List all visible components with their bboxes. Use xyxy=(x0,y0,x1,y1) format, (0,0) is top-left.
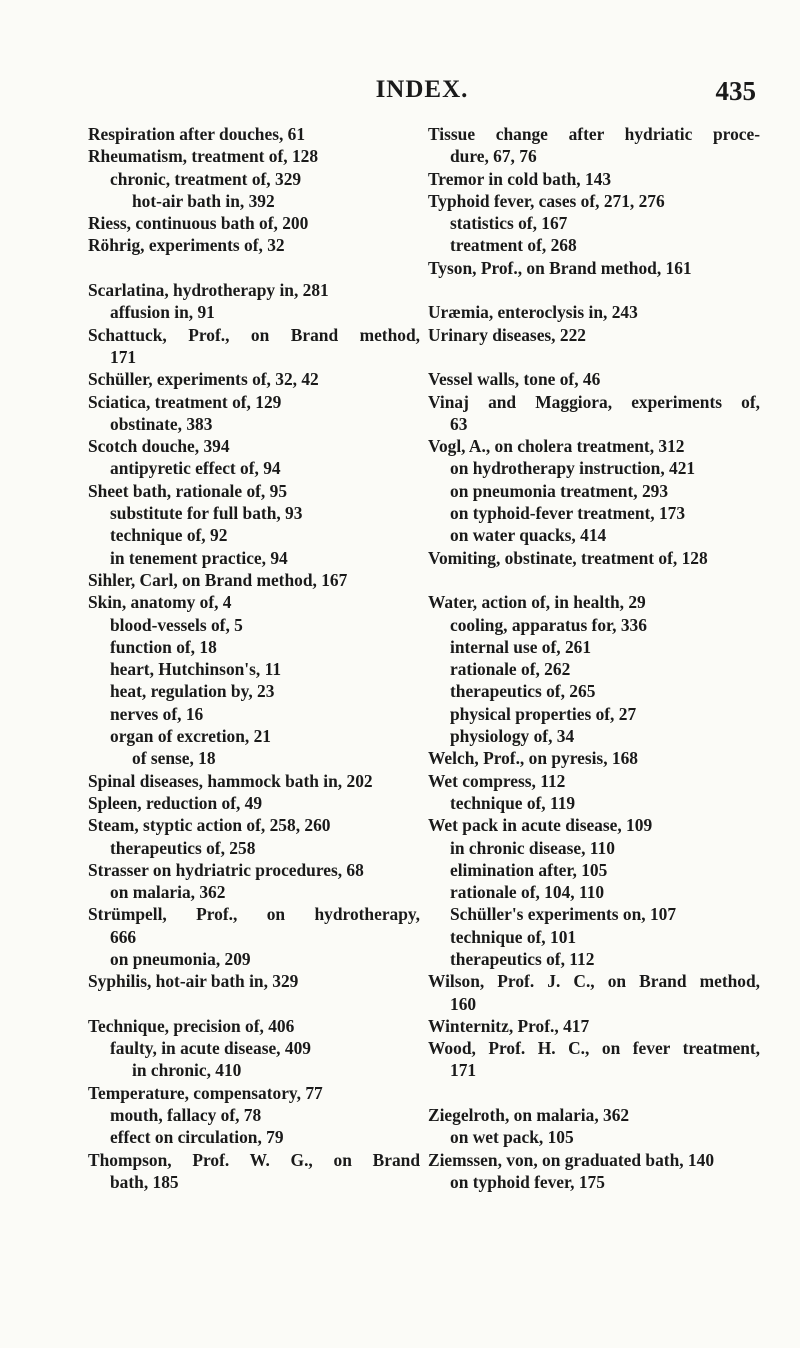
index-entry: Strümpell, Prof., on hydrotherapy, xyxy=(88,904,420,925)
index-subentry: dure, 67, 76 xyxy=(450,146,537,167)
index-entry: Temperature, compensatory, 77 xyxy=(88,1082,323,1103)
index-entry: Thompson, Prof. W. G., on Brand xyxy=(88,1149,420,1170)
index-entry: Tremor in cold bath, 143 xyxy=(428,168,612,189)
index-subentry: therapeutics of, 265 xyxy=(450,681,596,702)
index-subentry: on malaria, 362 xyxy=(110,882,226,903)
section-gap xyxy=(428,346,760,368)
index-entry: Scotch douche, 394 xyxy=(88,436,230,457)
index-subentry: affusion in, 91 xyxy=(110,302,215,323)
index-entry: Sciatica, treatment of, 129 xyxy=(88,391,282,412)
index-entry: Spleen, reduction of, 49 xyxy=(88,792,263,813)
index-subentry: effect on circulation, 79 xyxy=(110,1127,284,1148)
index-entry: Wilson, Prof. J. C., on Brand method, xyxy=(428,971,760,992)
index-entry: Typhoid fever, cases of, 271, 276 xyxy=(428,190,665,211)
index-entry: Wet pack in acute disease, 109 xyxy=(428,815,653,836)
index-entry: Strasser on hydriatric procedures, 68 xyxy=(88,859,364,880)
index-entry: Syphilis, hot-air bath in, 329 xyxy=(88,971,299,992)
index-subentry: blood-vessels of, 5 xyxy=(110,614,243,635)
index-entry: Schattuck, Prof., on Brand method, xyxy=(88,324,420,345)
index-entry: Uræmia, enteroclysis in, 243 xyxy=(428,302,638,323)
index-subentry: 171 xyxy=(450,1060,477,1081)
index-subentry: on pneumonia, 209 xyxy=(110,948,251,969)
index-subentry: treatment of, 268 xyxy=(450,235,577,256)
index-subentry: nerves of, 16 xyxy=(110,703,204,724)
index-subentry: on typhoid fever, 175 xyxy=(450,1171,605,1192)
index-column-right xyxy=(428,123,760,1193)
index-entry: Ziegelroth, on malaria, 362 xyxy=(428,1105,630,1126)
index-subentry: internal use of, 261 xyxy=(450,636,592,657)
index-subentry: on hydrotherapy instruction, 421 xyxy=(450,458,696,479)
index-subentry: on wet pack, 105 xyxy=(450,1127,574,1148)
index-entry: Urinary diseases, 222 xyxy=(428,324,586,345)
index-subentry: Schüller's experiments on, 107 xyxy=(450,904,677,925)
page-number: 435 xyxy=(715,76,756,106)
index-subentry: in chronic, 410 xyxy=(132,1060,242,1081)
index-subentry: rationale of, 104, 110 xyxy=(450,882,605,903)
index-entry: Röhrig, experiments of, 32 xyxy=(88,235,285,256)
index-subentry: on water quacks, 414 xyxy=(450,525,607,546)
index-subentry: bath, 185 xyxy=(110,1171,179,1192)
index-subentry: therapeutics of, 112 xyxy=(450,948,595,969)
index-subentry: on typhoid-fever treatment, 173 xyxy=(450,503,686,524)
index-entry: Wet compress, 112 xyxy=(428,770,566,791)
index-entry: Tissue change after hydriatic proce- xyxy=(428,124,760,144)
index-subentry: 666 xyxy=(110,926,137,947)
section-gap xyxy=(428,279,760,301)
index-column-left xyxy=(88,123,420,1193)
index-entry: Schüller, experiments of, 32, 42 xyxy=(88,369,319,390)
index-entry: Sheet bath, rationale of, 95 xyxy=(88,480,288,501)
index-subentry: therapeutics of, 258 xyxy=(110,837,256,858)
index-entry: Tyson, Prof., on Brand method, 161 xyxy=(428,257,692,278)
index-entry: Respiration after douches, 61 xyxy=(88,124,306,144)
section-gap xyxy=(88,257,420,279)
index-subentry: physical properties of, 27 xyxy=(450,703,637,724)
index-entry: Vessel walls, tone of, 46 xyxy=(428,369,601,390)
index-subentry: 171 xyxy=(110,346,137,367)
index-entry: Welch, Prof., on pyresis, 168 xyxy=(428,748,638,769)
section-gap xyxy=(428,1082,760,1104)
index-subentry: 160 xyxy=(450,993,477,1014)
index-subentry: on pneumonia treatment, 293 xyxy=(450,480,669,501)
section-gap xyxy=(428,569,760,591)
section-gap xyxy=(88,993,420,1015)
index-subentry: cooling, apparatus for, 336 xyxy=(450,614,647,635)
index-subentry: physiology of, 34 xyxy=(450,726,575,747)
index-subentry: faulty, in acute disease, 409 xyxy=(110,1038,311,1059)
index-entry: Vinaj and Maggiora, experiments of, xyxy=(428,391,760,412)
index-entry: Vogl, A., on cholera treatment, 312 xyxy=(428,436,685,457)
page-header xyxy=(88,76,756,106)
index-entry: Winternitz, Prof., 417 xyxy=(428,1015,590,1036)
index-subentry: antipyretic effect of, 94 xyxy=(110,458,281,479)
index-entry: Sihler, Carl, on Brand method, 167 xyxy=(88,569,348,590)
index-subentry: organ of excretion, 21 xyxy=(110,726,271,747)
index-subentry: heart, Hutchinson's, 11 xyxy=(110,659,282,680)
index-entry: Ziemssen, von, on graduated bath, 140 xyxy=(428,1149,715,1170)
index-subentry: function of, 18 xyxy=(110,636,217,657)
index-subentry: hot-air bath in, 392 xyxy=(132,190,275,211)
index-subentry: statistics of, 167 xyxy=(450,213,568,234)
index-subentry: of sense, 18 xyxy=(132,748,216,769)
index-subentry: technique of, 119 xyxy=(450,792,576,813)
index-entry: Technique, precision of, 406 xyxy=(88,1015,295,1036)
index-subentry: 63 xyxy=(450,413,468,434)
index-entry: Vomiting, obstinate, treatment of, 128 xyxy=(428,547,708,568)
index-subentry: in tenement practice, 94 xyxy=(110,547,288,568)
index-subentry: in chronic disease, 110 xyxy=(450,837,615,858)
index-entry: Rheumatism, treatment of, 128 xyxy=(88,146,319,167)
index-entry: Wood, Prof. H. C., on fever treatment, xyxy=(428,1038,760,1059)
index-subentry: elimination after, 105 xyxy=(450,859,608,880)
index-entry: Skin, anatomy of, 4 xyxy=(88,592,232,613)
index-subentry: obstinate, 383 xyxy=(110,413,213,434)
index-subentry: substitute for full bath, 93 xyxy=(110,503,303,524)
index-subentry: mouth, fallacy of, 78 xyxy=(110,1105,262,1126)
index-entry: Steam, styptic action of, 258, 260 xyxy=(88,815,331,836)
index-subentry: heat, regulation by, 23 xyxy=(110,681,275,702)
index-subentry: technique of, 101 xyxy=(450,926,577,947)
running-title: INDEX. xyxy=(375,76,469,103)
index-entry: Water, action of, in health, 29 xyxy=(428,592,646,613)
index-entry: Spinal diseases, hammock bath in, 202 xyxy=(88,770,373,791)
index-entry: Riess, continuous bath of, 200 xyxy=(88,213,309,234)
index-subentry: technique of, 92 xyxy=(110,525,228,546)
index-entry: Scarlatina, hydrotherapy in, 281 xyxy=(88,280,329,301)
index-subentry: chronic, treatment of, 329 xyxy=(110,168,302,189)
index-subentry: rationale of, 262 xyxy=(450,659,571,680)
